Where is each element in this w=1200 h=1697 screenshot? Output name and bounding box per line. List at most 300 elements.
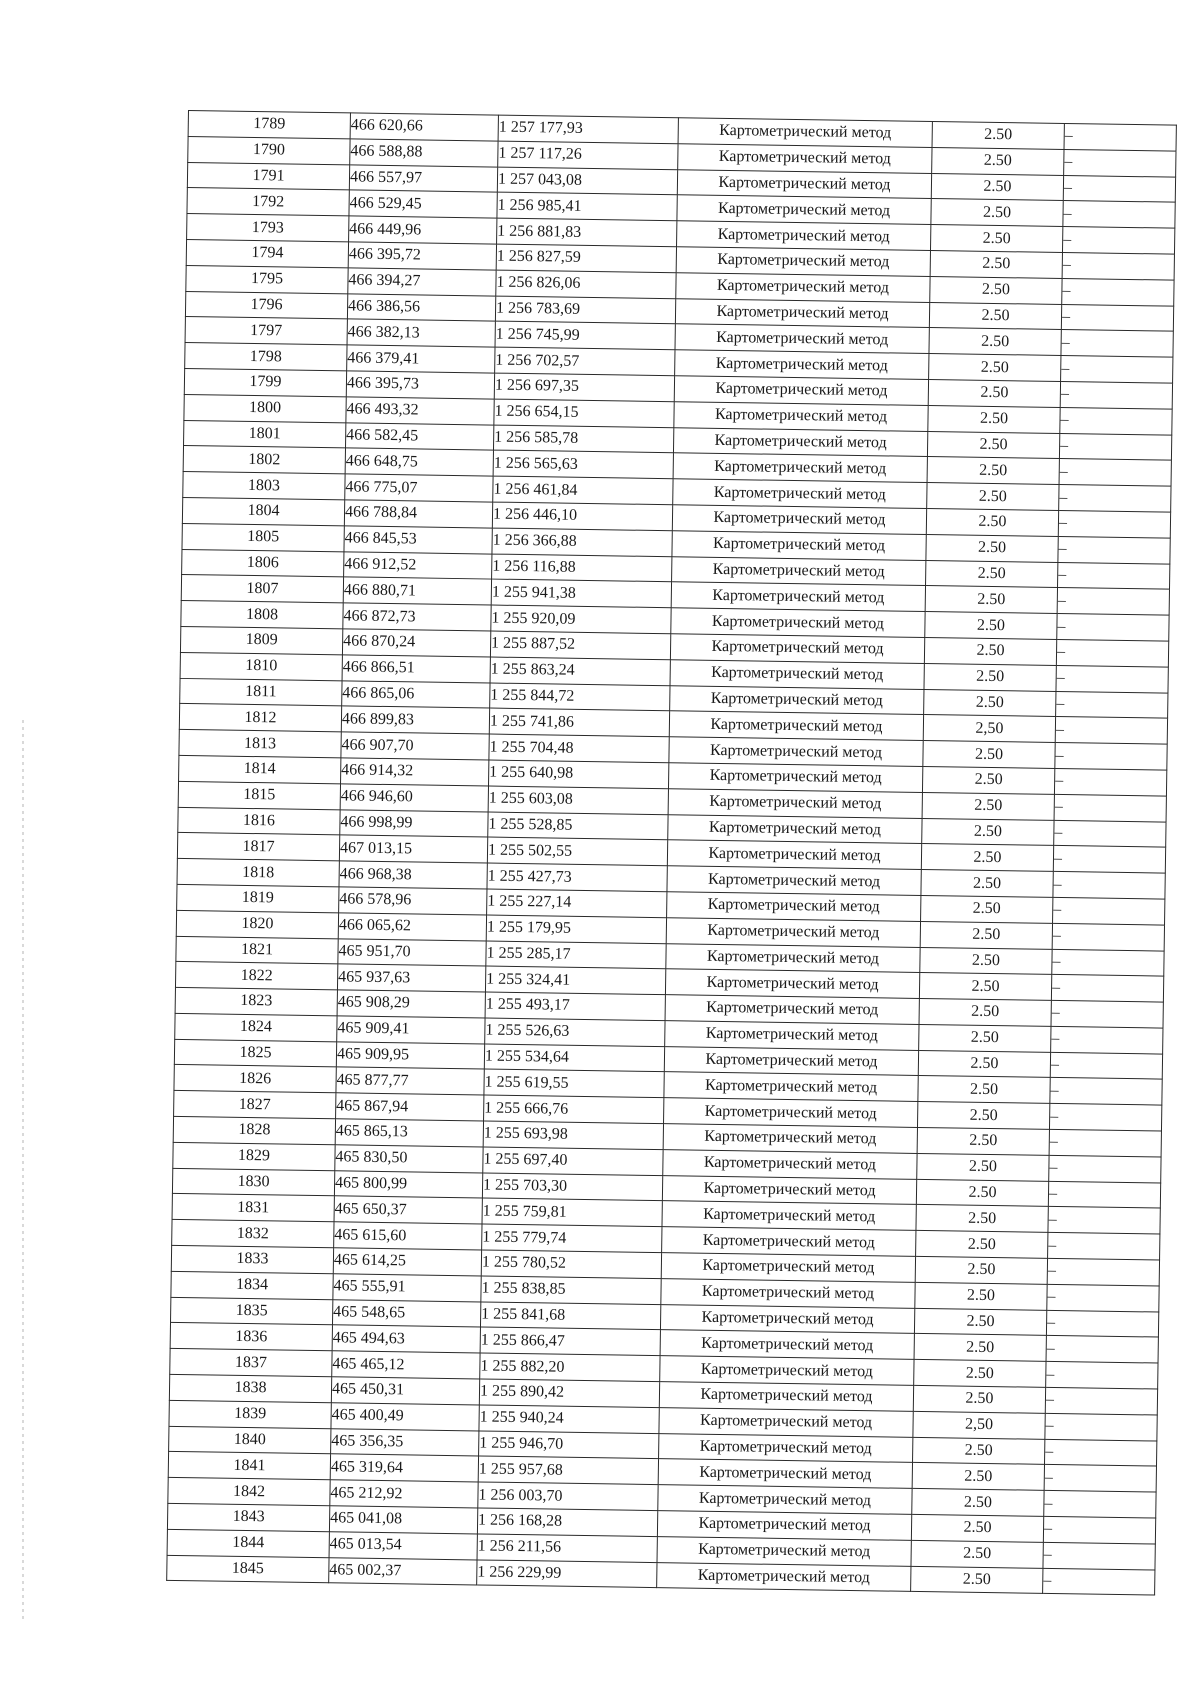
point-number-cell: 1804 — [182, 497, 344, 525]
y-coordinate-cell: 1 255 285,17 — [486, 941, 666, 969]
accuracy-cell: 2.50 — [924, 637, 1056, 665]
method-cell: Картометрический метод — [664, 1098, 918, 1128]
x-coordinate-cell: 466 065,62 — [338, 913, 486, 941]
method-cell: Картометрический метод — [666, 917, 920, 947]
note-cell: – — [1061, 356, 1173, 383]
method-cell: Картометрический метод — [672, 556, 926, 586]
x-coordinate-cell: 465 494,63 — [332, 1325, 480, 1353]
point-number-cell: 1834 — [171, 1271, 333, 1299]
method-cell: Картометрический метод — [657, 1562, 911, 1592]
y-coordinate-cell: 1 255 887,52 — [490, 631, 670, 659]
method-cell: Картометрический метод — [670, 634, 924, 664]
point-number-cell: 1794 — [186, 239, 348, 267]
method-cell: Картометрический метод — [666, 943, 920, 973]
y-coordinate-cell: 1 255 640,98 — [489, 760, 669, 788]
point-number-cell: 1833 — [171, 1245, 333, 1273]
y-coordinate-cell: 1 255 863,24 — [490, 657, 670, 685]
accuracy-cell: 2.50 — [913, 1437, 1045, 1465]
x-coordinate-cell: 466 394,27 — [348, 268, 496, 296]
x-coordinate-cell: 465 800,99 — [334, 1170, 482, 1198]
note-cell: – — [1051, 1000, 1163, 1027]
y-coordinate-cell: 1 256 565,63 — [493, 450, 673, 478]
x-coordinate-cell: 465 830,50 — [335, 1145, 483, 1173]
y-coordinate-cell: 1 255 526,63 — [485, 1018, 665, 1046]
method-cell: Картометрический метод — [660, 1356, 914, 1386]
note-cell: – — [1050, 1078, 1162, 1105]
x-coordinate-cell: 466 866,51 — [342, 655, 490, 683]
accuracy-cell: 2.50 — [924, 663, 1056, 691]
method-cell: Картометрический метод — [659, 1433, 913, 1463]
note-cell: – — [1048, 1233, 1160, 1260]
y-coordinate-cell: 1 255 324,41 — [485, 966, 665, 994]
note-cell: – — [1046, 1310, 1158, 1337]
note-cell: – — [1044, 1465, 1156, 1492]
x-coordinate-cell: 466 588,88 — [350, 139, 498, 167]
point-number-cell: 1805 — [182, 523, 344, 551]
point-number-cell: 1800 — [184, 394, 346, 422]
x-coordinate-cell: 465 877,77 — [336, 1067, 484, 1095]
note-cell: – — [1064, 124, 1176, 151]
point-number-cell: 1842 — [168, 1478, 330, 1506]
x-coordinate-cell: 466 946,60 — [340, 784, 488, 812]
x-coordinate-cell: 466 529,45 — [349, 190, 497, 218]
x-coordinate-cell: 466 449,96 — [349, 216, 497, 244]
note-cell: – — [1062, 252, 1174, 279]
method-cell: Картометрический метод — [662, 1201, 916, 1231]
x-coordinate-cell: 466 582,45 — [345, 422, 493, 450]
y-coordinate-cell: 1 255 502,55 — [487, 837, 667, 865]
accuracy-cell: 2.50 — [931, 173, 1063, 201]
note-cell: – — [1061, 304, 1173, 331]
accuracy-cell: 2.50 — [930, 251, 1062, 279]
y-coordinate-cell: 1 255 957,68 — [478, 1456, 658, 1484]
x-coordinate-cell: 466 788,84 — [344, 500, 492, 528]
point-number-cell: 1790 — [188, 136, 350, 164]
accuracy-cell: 2.50 — [917, 1153, 1049, 1181]
method-cell: Картометрический метод — [677, 169, 931, 199]
point-number-cell: 1809 — [180, 626, 342, 654]
method-cell: Картометрический метод — [677, 221, 931, 251]
method-cell: Картометрический метод — [675, 350, 929, 380]
y-coordinate-cell: 1 256 116,88 — [492, 554, 672, 582]
point-number-cell: 1793 — [187, 214, 349, 242]
point-number-cell: 1818 — [177, 859, 339, 887]
x-coordinate-cell: 465 041,08 — [329, 1506, 477, 1534]
point-number-cell: 1814 — [179, 755, 341, 783]
x-coordinate-cell: 465 615,60 — [334, 1222, 482, 1250]
method-cell: Картометрический метод — [664, 1072, 918, 1102]
x-coordinate-cell: 466 865,06 — [342, 680, 490, 708]
point-number-cell: 1813 — [179, 730, 341, 758]
accuracy-cell: 2.50 — [914, 1334, 1046, 1362]
note-cell: – — [1049, 1104, 1161, 1131]
scan-margin-artifact — [22, 720, 24, 1620]
accuracy-cell: 2.50 — [922, 818, 1054, 846]
point-number-cell: 1820 — [176, 910, 338, 938]
y-coordinate-cell: 1 256 366,88 — [492, 528, 672, 556]
y-coordinate-cell: 1 255 941,38 — [491, 579, 671, 607]
y-coordinate-cell: 1 256 168,28 — [477, 1508, 657, 1536]
method-cell: Картометрический метод — [660, 1330, 914, 1360]
note-cell: – — [1045, 1387, 1157, 1414]
accuracy-cell: 2,50 — [913, 1411, 1045, 1439]
x-coordinate-cell: 466 386,56 — [347, 293, 495, 321]
method-cell: Картометрический метод — [657, 1536, 911, 1566]
x-coordinate-cell: 465 465,12 — [332, 1351, 480, 1379]
y-coordinate-cell: 1 255 890,42 — [479, 1379, 659, 1407]
accuracy-cell: 2.50 — [925, 612, 1057, 640]
note-cell: – — [1058, 562, 1170, 589]
method-cell: Картометрический метод — [659, 1382, 913, 1412]
accuracy-cell: 2.50 — [913, 1385, 1045, 1413]
method-cell: Картометрический метод — [675, 324, 929, 354]
note-cell: – — [1059, 485, 1171, 512]
method-cell: Картометрический метод — [672, 505, 926, 535]
accuracy-cell: 2.50 — [920, 921, 1052, 949]
point-number-cell: 1845 — [167, 1555, 329, 1583]
note-cell: – — [1048, 1181, 1160, 1208]
note-cell: – — [1057, 614, 1169, 641]
method-cell: Картометрический метод — [670, 659, 924, 689]
point-number-cell: 1830 — [172, 1168, 334, 1196]
point-number-cell: 1801 — [184, 420, 346, 448]
point-number-cell: 1789 — [188, 111, 350, 139]
method-cell: Картометрический метод — [665, 969, 919, 999]
y-coordinate-cell: 1 256 697,35 — [494, 373, 674, 401]
method-cell: Картометрический метод — [672, 530, 926, 560]
method-cell: Картометрический метод — [668, 814, 922, 844]
x-coordinate-cell: 465 450,31 — [331, 1377, 479, 1405]
y-coordinate-cell: 1 255 666,76 — [484, 1095, 664, 1123]
point-number-cell: 1811 — [180, 678, 342, 706]
accuracy-cell: 2.50 — [931, 199, 1063, 227]
accuracy-cell: 2.50 — [921, 844, 1053, 872]
note-cell: – — [1060, 381, 1172, 408]
note-cell: – — [1057, 588, 1169, 615]
y-coordinate-cell: 1 255 779,74 — [482, 1224, 662, 1252]
x-coordinate-cell: 465 951,70 — [338, 938, 486, 966]
accuracy-cell: 2.50 — [925, 586, 1057, 614]
x-coordinate-cell: 466 578,96 — [339, 887, 487, 915]
method-cell: Картометрический метод — [669, 711, 923, 741]
y-coordinate-cell: 1 255 920,09 — [491, 605, 671, 633]
method-cell: Картометрический метод — [671, 608, 925, 638]
accuracy-cell: 2.50 — [918, 1076, 1050, 1104]
x-coordinate-cell: 466 880,71 — [343, 577, 491, 605]
y-coordinate-cell: 1 256 827,59 — [496, 244, 676, 272]
y-coordinate-cell: 1 255 741,86 — [489, 708, 669, 736]
method-cell: Картометрический метод — [671, 582, 925, 612]
note-cell: – — [1049, 1129, 1161, 1156]
y-coordinate-cell: 1 256 826,06 — [496, 270, 676, 298]
point-number-cell: 1791 — [187, 162, 349, 190]
y-coordinate-cell: 1 255 693,98 — [483, 1121, 663, 1149]
note-cell: – — [1064, 149, 1176, 176]
y-coordinate-cell: 1 256 229,99 — [477, 1560, 657, 1588]
note-cell: – — [1046, 1362, 1158, 1389]
point-number-cell: 1817 — [177, 833, 339, 861]
note-cell: – — [1056, 639, 1168, 666]
method-cell: Картометрический метод — [669, 737, 923, 767]
point-number-cell: 1831 — [172, 1194, 334, 1222]
x-coordinate-cell: 466 775,07 — [345, 474, 493, 502]
note-cell: – — [1050, 1052, 1162, 1079]
point-number-cell: 1829 — [173, 1142, 335, 1170]
accuracy-cell: 2.50 — [922, 792, 1054, 820]
y-coordinate-cell: 1 255 866,47 — [480, 1327, 660, 1355]
y-coordinate-cell: 1 255 227,14 — [487, 889, 667, 917]
note-cell: – — [1046, 1336, 1158, 1363]
y-coordinate-cell: 1 255 179,95 — [486, 915, 666, 943]
method-cell: Картометрический метод — [662, 1227, 916, 1257]
point-number-cell: 1808 — [181, 601, 343, 629]
note-cell: – — [1053, 872, 1165, 899]
y-coordinate-cell: 1 255 940,24 — [479, 1405, 659, 1433]
accuracy-cell: 2.50 — [924, 689, 1056, 717]
accuracy-cell: 2.50 — [930, 225, 1062, 253]
accuracy-cell: 2.50 — [921, 870, 1053, 898]
y-coordinate-cell: 1 255 493,17 — [485, 992, 665, 1020]
method-cell: Картометрический метод — [664, 1046, 918, 1076]
method-cell: Картометрический метод — [673, 479, 927, 509]
note-cell: – — [1062, 227, 1174, 254]
accuracy-cell: 2.50 — [932, 147, 1064, 175]
y-coordinate-cell: 1 255 703,30 — [482, 1173, 662, 1201]
y-coordinate-cell: 1 257 043,08 — [497, 167, 677, 195]
x-coordinate-cell: 466 395,73 — [346, 371, 494, 399]
point-number-cell: 1832 — [172, 1220, 334, 1248]
method-cell: Картометрический метод — [674, 376, 928, 406]
accuracy-cell: 2.50 — [917, 1128, 1049, 1156]
x-coordinate-cell: 466 648,75 — [345, 448, 493, 476]
x-coordinate-cell: 466 914,32 — [341, 758, 489, 786]
accuracy-cell: 2.50 — [929, 328, 1061, 356]
method-cell: Картометрический метод — [663, 1150, 917, 1180]
note-cell: – — [1043, 1542, 1155, 1569]
accuracy-cell: 2.50 — [923, 741, 1055, 769]
document-page — [188, 110, 1176, 1589]
note-cell: – — [1051, 975, 1163, 1002]
method-cell: Картометрический метод — [673, 453, 927, 483]
x-coordinate-cell: 466 557,97 — [349, 164, 497, 192]
note-cell: – — [1052, 923, 1164, 950]
note-cell: – — [1043, 1568, 1155, 1595]
y-coordinate-cell: 1 256 745,99 — [495, 321, 675, 349]
method-cell: Картометрический метод — [665, 995, 919, 1025]
note-cell: – — [1049, 1155, 1161, 1182]
note-cell: – — [1053, 846, 1165, 873]
y-coordinate-cell: 1 255 780,52 — [481, 1250, 661, 1278]
point-number-cell: 1821 — [176, 936, 338, 964]
y-coordinate-cell: 1 255 704,48 — [489, 734, 669, 762]
accuracy-cell: 2.50 — [919, 973, 1051, 1001]
y-coordinate-cell: 1 255 697,40 — [483, 1147, 663, 1175]
x-coordinate-cell: 465 867,94 — [336, 1093, 484, 1121]
y-coordinate-cell: 1 256 003,70 — [478, 1482, 658, 1510]
note-cell: – — [1062, 278, 1174, 305]
method-cell: Картометрический метод — [658, 1459, 912, 1489]
coordinates-table — [166, 110, 1177, 1596]
y-coordinate-cell: 1 255 882,20 — [480, 1353, 660, 1381]
accuracy-cell: 2.50 — [914, 1308, 1046, 1336]
note-cell: – — [1051, 1026, 1163, 1053]
method-cell: Картометрический метод — [670, 685, 924, 715]
method-cell: Картометрический метод — [661, 1279, 915, 1309]
x-coordinate-cell: 466 870,24 — [342, 629, 490, 657]
x-coordinate-cell: 466 493,32 — [346, 397, 494, 425]
accuracy-cell: 2.50 — [926, 560, 1058, 588]
point-number-cell: 1838 — [169, 1374, 331, 1402]
y-coordinate-cell: 1 255 528,85 — [488, 812, 668, 840]
note-cell: – — [1056, 665, 1168, 692]
method-cell: Картометрический метод — [673, 427, 927, 457]
y-coordinate-cell: 1 257 177,93 — [498, 115, 678, 143]
x-coordinate-cell: 466 912,52 — [344, 551, 492, 579]
method-cell: Картометрический метод — [678, 118, 932, 148]
accuracy-cell: 2.50 — [912, 1489, 1044, 1517]
accuracy-cell: 2.50 — [919, 999, 1051, 1027]
method-cell: Картометрический метод — [676, 247, 930, 277]
accuracy-cell: 2.50 — [932, 122, 1064, 150]
point-number-cell: 1836 — [170, 1323, 332, 1351]
accuracy-cell: 2.50 — [916, 1179, 1048, 1207]
method-cell: Картометрический метод — [658, 1485, 912, 1515]
x-coordinate-cell: 467 013,15 — [339, 835, 487, 863]
accuracy-cell: 2.50 — [912, 1463, 1044, 1491]
x-coordinate-cell: 465 548,65 — [332, 1299, 480, 1327]
coordinates-table-body — [167, 111, 1177, 1596]
x-coordinate-cell: 466 845,53 — [344, 526, 492, 554]
accuracy-cell: 2.50 — [917, 1102, 1049, 1130]
method-cell: Картометрический метод — [675, 298, 929, 328]
point-number-cell: 1812 — [179, 704, 341, 732]
point-number-cell: 1795 — [186, 265, 348, 293]
y-coordinate-cell: 1 256 461,84 — [493, 476, 673, 504]
x-coordinate-cell: 465 908,29 — [337, 990, 485, 1018]
point-number-cell: 1841 — [168, 1452, 330, 1480]
point-number-cell: 1843 — [167, 1503, 329, 1531]
note-cell: – — [1054, 768, 1166, 795]
accuracy-cell: 2.50 — [927, 483, 1059, 511]
point-number-cell: 1810 — [180, 652, 342, 680]
method-cell: Картометрический метод — [678, 144, 932, 174]
note-cell: – — [1048, 1207, 1160, 1234]
x-coordinate-cell: 465 650,37 — [334, 1196, 482, 1224]
point-number-cell: 1837 — [170, 1349, 332, 1377]
method-cell: Картометрический метод — [677, 195, 931, 225]
note-cell: – — [1063, 201, 1175, 228]
method-cell: Картометрический метод — [667, 866, 921, 896]
method-cell: Картометрический метод — [661, 1253, 915, 1283]
x-coordinate-cell: 466 968,38 — [339, 861, 487, 889]
x-coordinate-cell: 466 872,73 — [343, 603, 491, 631]
y-coordinate-cell: 1 256 881,83 — [497, 218, 677, 246]
note-cell: – — [1059, 459, 1171, 486]
accuracy-cell: 2.50 — [916, 1231, 1048, 1259]
accuracy-cell: 2.50 — [918, 1050, 1050, 1078]
method-cell: Картометрический метод — [667, 892, 921, 922]
accuracy-cell: 2.50 — [914, 1360, 1046, 1388]
accuracy-cell: 2.50 — [919, 1024, 1051, 1052]
y-coordinate-cell: 1 255 759,81 — [482, 1198, 662, 1226]
point-number-cell: 1839 — [169, 1400, 331, 1428]
x-coordinate-cell: 466 998,99 — [340, 809, 488, 837]
accuracy-cell: 2.50 — [911, 1514, 1043, 1542]
accuracy-cell: 2.50 — [911, 1540, 1043, 1568]
method-cell: Картометрический метод — [676, 273, 930, 303]
note-cell: – — [1059, 433, 1171, 460]
note-cell: – — [1063, 175, 1175, 202]
accuracy-cell: 2.50 — [927, 457, 1059, 485]
x-coordinate-cell: 466 395,72 — [348, 242, 496, 270]
point-number-cell: 1797 — [185, 317, 347, 345]
note-cell: – — [1060, 407, 1172, 434]
accuracy-cell: 2.50 — [920, 947, 1052, 975]
x-coordinate-cell: 466 379,41 — [347, 345, 495, 373]
note-cell: – — [1052, 949, 1164, 976]
x-coordinate-cell: 466 382,13 — [347, 319, 495, 347]
accuracy-cell: 2.50 — [928, 405, 1060, 433]
method-cell: Картометрический метод — [667, 840, 921, 870]
x-coordinate-cell: 465 002,37 — [329, 1557, 477, 1585]
note-cell: – — [1055, 717, 1167, 744]
y-coordinate-cell: 1 255 603,08 — [488, 786, 668, 814]
method-cell: Картометрический метод — [674, 402, 928, 432]
y-coordinate-cell: 1 257 117,26 — [498, 141, 678, 169]
x-coordinate-cell: 465 319,64 — [330, 1454, 478, 1482]
accuracy-cell: 2.50 — [930, 276, 1062, 304]
note-cell: – — [1058, 510, 1170, 537]
note-cell: – — [1056, 691, 1168, 718]
x-coordinate-cell: 465 400,49 — [331, 1403, 479, 1431]
note-cell: – — [1047, 1284, 1159, 1311]
x-coordinate-cell: 465 356,35 — [331, 1428, 479, 1456]
x-coordinate-cell: 466 907,70 — [341, 732, 489, 760]
point-number-cell: 1816 — [178, 807, 340, 835]
point-number-cell: 1823 — [175, 988, 337, 1016]
accuracy-cell: 2.50 — [915, 1282, 1047, 1310]
y-coordinate-cell: 1 255 427,73 — [487, 863, 667, 891]
x-coordinate-cell: 466 899,83 — [341, 706, 489, 734]
x-coordinate-cell: 465 013,54 — [329, 1532, 477, 1560]
point-number-cell: 1826 — [174, 1065, 336, 1093]
note-cell: – — [1045, 1413, 1157, 1440]
y-coordinate-cell: 1 256 211,56 — [477, 1534, 657, 1562]
point-number-cell: 1807 — [181, 575, 343, 603]
accuracy-cell: 2.50 — [911, 1566, 1043, 1594]
method-cell: Картометрический метод — [662, 1175, 916, 1205]
accuracy-cell: 2.50 — [915, 1256, 1047, 1284]
x-coordinate-cell: 465 909,41 — [337, 1016, 485, 1044]
point-number-cell: 1796 — [185, 291, 347, 319]
x-coordinate-cell: 465 937,63 — [337, 964, 485, 992]
accuracy-cell: 2.50 — [926, 508, 1058, 536]
note-cell: – — [1054, 820, 1166, 847]
method-cell: Картометрический метод — [663, 1124, 917, 1154]
accuracy-cell: 2.50 — [929, 354, 1061, 382]
accuracy-cell: 2,50 — [923, 715, 1055, 743]
point-number-cell: 1799 — [184, 368, 346, 396]
accuracy-cell: 2.50 — [921, 895, 1053, 923]
accuracy-cell: 2.50 — [929, 302, 1061, 330]
x-coordinate-cell: 465 865,13 — [335, 1119, 483, 1147]
note-cell: – — [1053, 897, 1165, 924]
point-number-cell: 1806 — [182, 549, 344, 577]
point-number-cell: 1827 — [174, 1091, 336, 1119]
point-number-cell: 1803 — [183, 472, 345, 500]
y-coordinate-cell: 1 255 619,55 — [484, 1069, 664, 1097]
y-coordinate-cell: 1 255 534,64 — [484, 1044, 664, 1072]
